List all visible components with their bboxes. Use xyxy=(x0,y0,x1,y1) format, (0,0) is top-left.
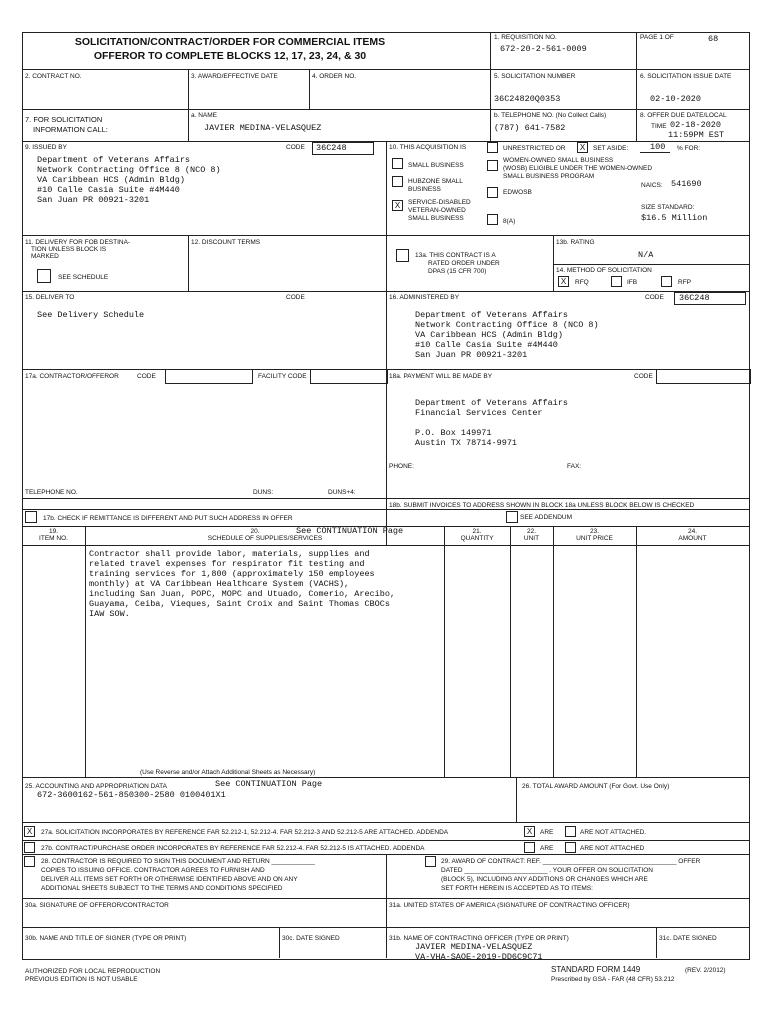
27b-label: 27b. CONTRACT/PURCHASE ORDER INCORPORATES BY REFERENCE FAR 52.212-4. FAR 52.212-5 IS ATTACHED. ADDENDA xyxy=(41,845,425,852)
delivery-fob-label-2: TION UNLESS BLOCK IS xyxy=(31,246,107,253)
rule xyxy=(444,526,445,777)
contractor-code-label: CODE xyxy=(137,373,156,380)
28-label-4: ADDITIONAL SHEETS SUBJECT TO THE TERMS AND CONDITIONS SPECIFIED xyxy=(41,885,283,892)
ifb-label: IFB xyxy=(627,279,638,286)
payment-label: 18a. PAYMENT WILL BE MADE BY xyxy=(389,373,493,380)
hubzone-label-2: BUSINESS xyxy=(408,186,441,193)
deliver-to-value: See Delivery Schedule xyxy=(37,310,145,320)
28-label-3: DELIVER ALL ITEMS SET FORTH OR OTHERWISE IDENTIFIED ABOVE AND ON ANY xyxy=(41,876,298,883)
form-subtitle: OFFEROR TO COMPLETE BLOCKS 12, 17, 23, 24, & 30 xyxy=(93,50,367,62)
date-signed-label: 30c. DATE SIGNED xyxy=(282,935,340,942)
deliver-to-label: 15. DELIVER TO xyxy=(25,294,75,301)
rule xyxy=(510,526,511,777)
invoice-label: 18b. SUBMIT INVOICES TO ADDRESS SHOWN IN BLOCK 18a UNLESS BLOCK BELOW IS CHECKED xyxy=(389,502,695,509)
rule xyxy=(22,822,749,823)
issued-code-label: CODE xyxy=(286,144,305,151)
rfq-checkbox[interactable]: X xyxy=(558,276,569,287)
due-time-value[interactable]: 11:59PM EST xyxy=(668,130,725,140)
name-label: a. NAME xyxy=(191,112,218,119)
28-label-2: COPIES TO ISSUING OFFICE. CONTRACTOR AGREES TO FURNISH AND xyxy=(41,867,265,874)
set-aside-checkbox[interactable]: X xyxy=(577,142,588,153)
wosb-label-3: SMALL BUSINESS PROGRAM xyxy=(503,173,595,180)
sdvosb-label-2: VETERAN-OWNED xyxy=(408,207,466,214)
payment-code-box[interactable] xyxy=(656,369,751,384)
sdvosb-label-3: SMALL BUSINESS xyxy=(408,215,464,222)
administered-by-address: Department of Veterans Affairs Network Contracting Office 8 (NCO 8) VA Caribbean HCS (Admin Bldg) #10 Calle Casia Suite #4M440 San Juan PR 00921-3201 xyxy=(415,310,599,360)
admin-code-label: CODE xyxy=(645,294,664,301)
remittance-checkbox[interactable] xyxy=(25,511,37,523)
rule xyxy=(636,32,637,141)
rule xyxy=(309,69,310,109)
usa-signature-label: 31a. UNITED STATES OF AMERICA (SIGNATURE OF CONTRACTING OFFICER) xyxy=(389,902,630,909)
rule xyxy=(188,235,189,291)
form-title: SOLICITATION/CONTRACT/ORDER FOR COMMERCIAL ITEMS xyxy=(74,36,386,48)
rfp-label: RFP xyxy=(678,279,691,286)
27a-are-label: ARE xyxy=(540,829,554,836)
accounting-continuation-note: See CONTINUATION Page xyxy=(215,779,323,789)
unrestricted-checkbox[interactable] xyxy=(487,142,498,153)
rule xyxy=(636,526,637,777)
info-call-label: 7. FOR SOLICITATION xyxy=(25,115,103,124)
name-value[interactable]: JAVIER MEDINA-VELASQUEZ xyxy=(204,123,322,133)
29-label-2: DATED _______________________ . YOUR OFFER ON SOLICITATION xyxy=(441,867,653,874)
edwosb-label: EDWOSB xyxy=(503,189,532,196)
rule xyxy=(516,777,517,822)
issue-date-value[interactable]: 02-10-2020 xyxy=(650,94,702,104)
co-date-signed-label: 31c. DATE SIGNED xyxy=(659,935,717,942)
rule xyxy=(490,69,491,141)
requisition-label: 1. REQUISITION NO. xyxy=(494,34,557,41)
28-checkbox[interactable] xyxy=(24,856,35,867)
deliver-code-label: CODE xyxy=(286,294,305,301)
rated-order-label: 13a. THIS CONTRACT IS A xyxy=(415,252,496,259)
rating-label: 13b. RATING xyxy=(556,239,595,246)
27b-are-label: ARE xyxy=(540,845,554,852)
schedule-footnote: (Use Reverse and/or Attach Additional Sheets as Necessary) xyxy=(140,769,316,776)
percent-underline xyxy=(640,152,670,153)
rated-order-checkbox[interactable] xyxy=(396,249,409,262)
28-label: 28. CONTRACTOR IS REQUIRED TO SIGN THIS DOCUMENT AND RETURN ____________ xyxy=(41,858,315,865)
wosb-checkbox[interactable] xyxy=(487,160,498,171)
rule xyxy=(22,498,386,499)
27a-are-checkbox[interactable]: X xyxy=(524,826,535,837)
delivery-fob-label-3: MARKED xyxy=(31,253,59,260)
rule xyxy=(85,526,86,777)
naics-value[interactable]: 541690 xyxy=(671,179,702,189)
rfq-label: RFQ xyxy=(575,279,589,286)
issued-by-label: 9. ISSUED BY xyxy=(25,144,67,151)
27b-are-checkbox[interactable] xyxy=(524,842,535,853)
administered-by-label: 16. ADMINISTERED BY xyxy=(389,294,460,301)
page-total: 68 xyxy=(708,34,719,44)
29-label-4: SET FORTH HEREIN IS ACCEPTED AS TO ITEMS: xyxy=(441,885,593,892)
rule xyxy=(188,109,189,141)
contracting-officer-id: VA-VHA-SAOE-2019-DD6C9C71 xyxy=(415,952,543,962)
rated-order-label-3: DPAS (15 CFR 700) xyxy=(428,268,487,275)
sdvosb-label: SERVICE-DISABLED xyxy=(408,199,471,206)
footer-previous: PREVIOUS EDITION IS NOT USABLE xyxy=(25,976,138,983)
acquisition-label: 10. THIS ACQUISITION IS xyxy=(389,144,467,151)
total-award-label: 26. TOTAL AWARD AMOUNT (For Govt. Use Only) xyxy=(522,783,670,790)
see-schedule-label: SEE SCHEDULE xyxy=(58,274,109,281)
schedule-continuation-note: See CONTINUATION Page xyxy=(296,526,404,536)
signer-name-label: 30b. NAME AND TITLE OF SIGNER (TYPE OR PRINT) xyxy=(25,935,187,942)
delivery-fob-label: 11. DELIVERY FOR FOB DESTINA- xyxy=(25,239,131,246)
requisition-value[interactable]: 672-20-2-561-0009 xyxy=(500,44,587,54)
col-unit: UNIT xyxy=(523,535,540,542)
contract-no-label: 2. CONTRACT NO. xyxy=(25,73,82,80)
facility-code-label: FACILITY CODE xyxy=(258,373,307,380)
duns4-label: DUNS+4: xyxy=(328,489,356,496)
rule xyxy=(553,235,554,291)
col-unit-num: 22. xyxy=(526,528,537,535)
due-date-label: 8. OFFER DUE DATE/LOCAL xyxy=(640,112,727,119)
due-time-label: TIME xyxy=(651,123,667,130)
discount-terms-label: 12. DISCOUNT TERMS xyxy=(191,239,261,246)
remittance-label: 17b. CHECK IF REMITTANCE IS DIFFERENT AND PUT SUCH ADDRESS IN OFFER xyxy=(43,515,293,522)
rule xyxy=(22,777,749,778)
ifb-checkbox[interactable] xyxy=(611,276,622,287)
facility-code-box[interactable] xyxy=(310,369,388,384)
rule xyxy=(386,498,749,499)
27a-label: 27a. SOLICITATION INCORPORATES BY REFERENCE FAR 52.212-1, 52.212-4. FAR 52.212-3 AND 52.212-5 ARE ATTACHED. ADDENDA xyxy=(41,829,449,836)
size-standard-value[interactable]: $16.5 Million xyxy=(641,213,708,223)
rule xyxy=(656,927,657,958)
col-unit-price: UNIT PRICE xyxy=(576,535,613,542)
rating-value[interactable]: N/A xyxy=(638,250,654,260)
phone-label: b. TELEPHONE NO. (No Collect Calls) xyxy=(494,112,607,119)
method-label: 14. METHOD OF SOLICITATION xyxy=(556,267,652,274)
rating-divider xyxy=(553,264,749,265)
rule xyxy=(22,109,749,110)
duns-label: DUNS: xyxy=(253,489,274,496)
form-number: STANDARD FORM 1449 xyxy=(551,965,641,974)
rfp-checkbox[interactable] xyxy=(661,276,672,287)
29-label: 29. AWARD OF CONTRACT: REF. _____________________________________ OFFER xyxy=(441,858,701,865)
schedule-description: Contractor shall provide labor, materials, supplies and related travel expenses for respirator fit testing and training services for 1,800 (approximately 150 employees monthly) at VA Caribbean Healthcare System (VACHS), including San Juan, POPC, MOPC and Utuado, Comerio, Arecibo, Guayama, Ceiba, Vieques, Saint Croix and Saint Thomas CBOCs IAW SOW. xyxy=(89,549,396,619)
issued-by-address: Department of Veterans Affairs Network Contracting Office 8 (NCO 8) VA Caribbean HCS (Admin Bldg) #10 Calle Casia Suite #4M440 San Juan PR 00921-3201 xyxy=(37,155,221,205)
29-label-3: (BLOCK 5), INCLUDING ANY ADDITIONS OR CHANGES WHICH ARE xyxy=(441,876,648,883)
admin-code-value[interactable]: 36C248 xyxy=(679,293,710,303)
solicitation-number-label: 5. SOLICITATION NUMBER xyxy=(494,73,576,80)
offeror-signature-label: 30a. SIGNATURE OF OFFEROR/CONTRACTOR xyxy=(25,902,169,909)
due-date-value[interactable]: 02-18-2020 xyxy=(670,120,722,130)
rule xyxy=(553,526,554,777)
naics-label: NAICS: xyxy=(641,182,663,189)
order-no-label: 4. ORDER NO. xyxy=(312,73,357,80)
col-schedule: SCHEDULE OF SUPPLIES/SERVICES xyxy=(207,535,323,542)
27a-not-attached-checkbox[interactable] xyxy=(565,826,576,837)
col-item-no-num: 19. xyxy=(48,528,59,535)
award-date-label: 3. AWARD/EFFECTIVE DATE xyxy=(191,73,278,80)
rated-order-label-2: RATED ORDER UNDER xyxy=(428,260,500,267)
accounting-label: 25. ACCOUNTING AND APPROPRIATION DATA xyxy=(25,783,167,790)
col-schedule-num: 20. xyxy=(250,528,260,535)
col-quantity-num: 21. xyxy=(472,528,482,535)
27b-not-attached-label: ARE NOT ATTACHED xyxy=(580,845,645,852)
small-business-label: SMALL BUSINESS xyxy=(408,162,464,169)
accounting-value: 672-3600162-561-850300-2580 0100401X1 xyxy=(37,790,226,800)
hubzone-label: HUBZONE SMALL xyxy=(408,178,463,185)
col-amount-num: 24. xyxy=(687,528,698,535)
info-call-label-2: INFORMATION CALL: xyxy=(33,125,108,134)
rule xyxy=(386,854,387,958)
contractor-code-box[interactable] xyxy=(165,369,253,384)
8a-checkbox[interactable] xyxy=(487,214,498,225)
percent-for-label: % FOR: xyxy=(677,145,701,152)
col-quantity: QUANTITY xyxy=(460,535,494,542)
27b-not-attached-checkbox[interactable] xyxy=(565,842,576,853)
contractor-label: 17a. CONTRACTOR/OFFEROR xyxy=(25,373,119,380)
payment-address: Department of Veterans Affairs Financial Services Center P.O. Box 149971 Austin TX 78714-9971 xyxy=(415,398,569,448)
form-prescribed: Prescribed by GSA - FAR (48 CFR) 53.212 xyxy=(551,976,675,983)
col-unit-price-num: 23. xyxy=(589,528,600,535)
unrestricted-label: UNRESTRICTED OR xyxy=(503,145,566,152)
contracting-officer-label: 31b. NAME OF CONTRACTING OFFICER (TYPE OR PRINT) xyxy=(389,935,569,942)
solicitation-number-value[interactable]: 36C24820Q0353 xyxy=(494,94,561,104)
footer-authorized: AUTHORIZED FOR LOCAL REPRODUCTION xyxy=(25,968,161,975)
hubzone-checkbox[interactable] xyxy=(392,176,403,187)
addendum-label: SEE ADDENDUM xyxy=(520,514,573,521)
27b-checkbox[interactable] xyxy=(24,842,35,853)
8a-label: 8(A) xyxy=(503,218,516,225)
rule xyxy=(188,69,189,109)
issued-code-value[interactable]: 36C248 xyxy=(316,143,347,153)
wosb-label: WOMEN-OWNED SMALL BUSINESS xyxy=(503,157,614,164)
rule xyxy=(490,32,491,69)
page-label: PAGE 1 OF xyxy=(640,34,674,41)
form-revision: (REV. 2/2012) xyxy=(685,967,726,974)
issue-date-label: 6. SOLICITATION ISSUE DATE xyxy=(640,73,732,80)
see-schedule-checkbox[interactable] xyxy=(37,269,51,283)
col-amount: AMOUNT xyxy=(678,535,707,542)
payment-code-label: CODE xyxy=(634,373,653,380)
27a-checkbox[interactable]: X xyxy=(24,826,35,837)
contracting-officer-name: JAVIER MEDINA-VELASQUEZ xyxy=(415,942,533,952)
addendum-checkbox[interactable] xyxy=(506,511,518,523)
col-item-no: ITEM NO. xyxy=(39,535,68,542)
phone-field-label: PHONE: xyxy=(389,463,414,470)
set-aside-percent[interactable]: 100 xyxy=(650,142,666,152)
rule xyxy=(279,927,280,958)
29-checkbox[interactable] xyxy=(425,856,436,867)
small-business-checkbox[interactable] xyxy=(392,158,403,169)
rule xyxy=(22,545,749,546)
fax-field-label: FAX: xyxy=(567,463,582,470)
rule xyxy=(386,141,387,545)
wosb-label-2: (WOSB) ELIGIBLE UNDER THE WOMEN-OWNED xyxy=(503,165,653,172)
27a-not-attached-label: ARE NOT ATTACHED. xyxy=(580,829,647,836)
set-aside-label: SET ASIDE: xyxy=(593,145,629,152)
size-standard-label: SIZE STANDARD: xyxy=(641,204,695,211)
telephone-no-label: TELEPHONE NO. xyxy=(25,489,78,496)
edwosb-checkbox[interactable] xyxy=(487,187,498,198)
rule xyxy=(22,69,749,70)
phone-value[interactable]: (787) 641-7582 xyxy=(494,123,566,133)
sdvosb-checkbox[interactable]: X xyxy=(392,200,403,211)
rule xyxy=(22,840,749,841)
